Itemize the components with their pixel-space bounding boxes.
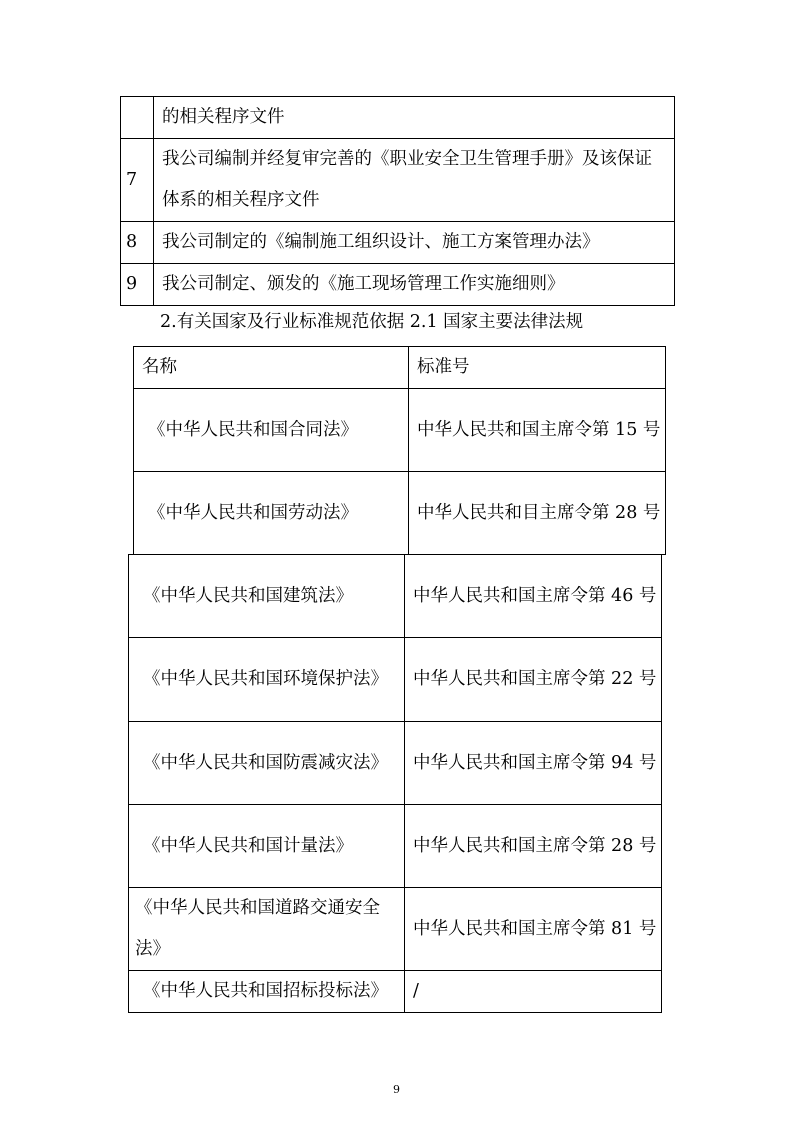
table-row — [129, 555, 662, 638]
table-row — [121, 97, 675, 139]
law-name: 《中华人民共和国招标投标法》 — [129, 971, 405, 1013]
table-row — [121, 222, 675, 264]
law-name: 《中华人民共和国环境保护法》 — [129, 638, 405, 722]
table-row — [129, 638, 662, 722]
law-name: 《中华人民共和国道路交通安全法》 — [129, 888, 405, 971]
table-row — [129, 971, 662, 1013]
company-documents-table — [120, 96, 675, 306]
law-name: 《中华人民共和国合同法》 — [134, 389, 409, 472]
column-header-standard: 标准号 — [409, 347, 666, 389]
row-number: 8 — [121, 222, 154, 264]
table-row — [134, 389, 666, 472]
table-row — [121, 139, 675, 222]
table-row — [129, 888, 662, 971]
section-heading: 2.有关国家及行业标准规范依据 2.1 国家主要法律法规 — [160, 312, 584, 332]
row-number: 7 — [121, 139, 154, 222]
row-text: 我公司编制并经复审完善的《职业安全卫生管理手册》及该保证体系的相关程序文件 — [154, 139, 675, 222]
law-standard: 中华人民共和国主席令第 28 号 — [405, 805, 662, 888]
row-text: 我公司制定、颁发的《施工现场管理工作实施细则》 — [154, 264, 675, 306]
law-standard: 中华人民共和国主席令第 22 号 — [405, 638, 662, 722]
row-number: 9 — [121, 264, 154, 306]
row-text: 的相关程序文件 — [154, 97, 675, 139]
table-row — [129, 722, 662, 805]
table-row — [121, 264, 675, 306]
law-standard: 中华人民共和国主席令第 81 号 — [405, 888, 662, 971]
law-standard: 中华人民共和国主席令第 15 号 — [409, 389, 666, 472]
laws-table-part-2 — [128, 554, 662, 1013]
column-header-name: 名称 — [134, 347, 409, 389]
law-name: 《中华人民共和国建筑法》 — [129, 555, 405, 638]
law-standard: 中华人民共和目主席令第 28 号 — [409, 472, 666, 555]
table-row — [129, 805, 662, 888]
row-number — [121, 97, 154, 139]
law-name: 《中华人民共和国防震减灾法》 — [129, 722, 405, 805]
law-standard: 中华人民共和国主席令第 46 号 — [405, 555, 662, 638]
laws-table-part-1 — [133, 346, 666, 555]
table-row — [134, 472, 666, 555]
law-name: 《中华人民共和国劳动法》 — [134, 472, 409, 555]
law-standard: / — [405, 971, 662, 1013]
law-standard: 中华人民共和国主席令第 94 号 — [405, 722, 662, 805]
page-number: 9 — [393, 1083, 400, 1096]
row-text: 我公司制定的《编制施工组织设计、施工方案管理办法》 — [154, 222, 675, 264]
law-name: 《中华人民共和国计量法》 — [129, 805, 405, 888]
table-header-row — [134, 347, 666, 389]
